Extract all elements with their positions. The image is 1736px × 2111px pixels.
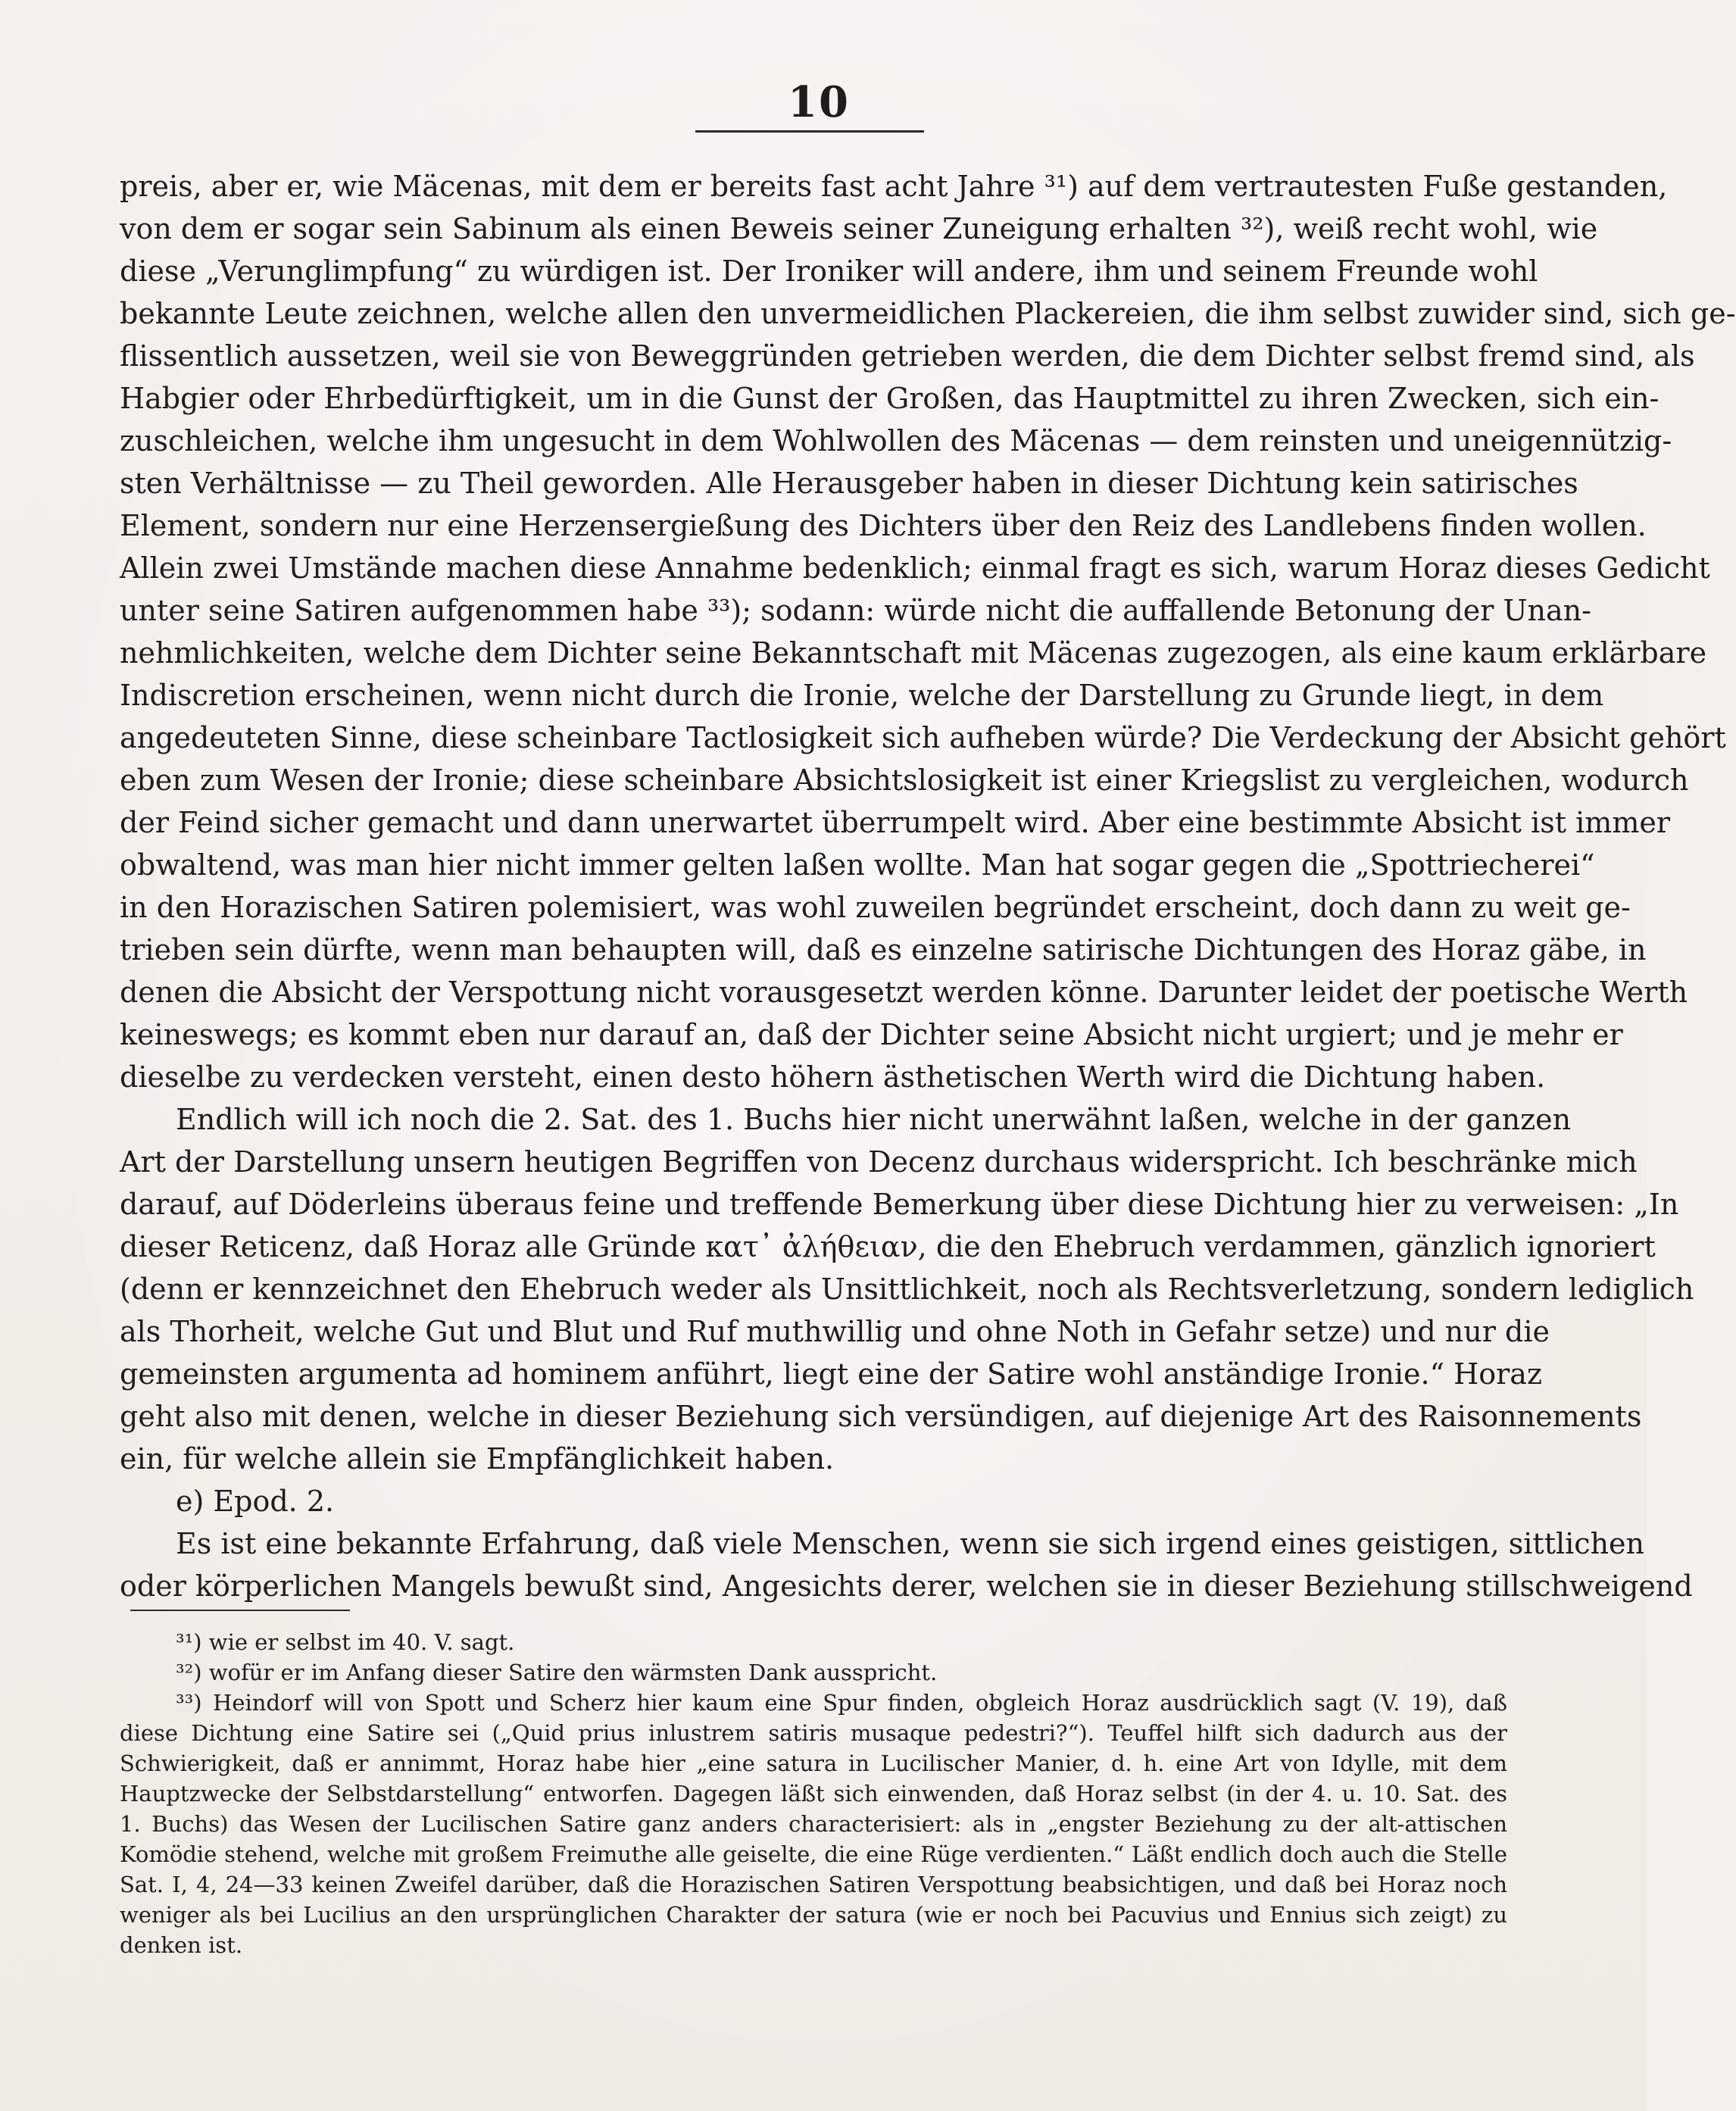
text-line: ein, für welche allein sie Empfänglichkeit haben. bbox=[120, 1442, 835, 1476]
text-line: flissentlich aussetzen, weil sie von Beweggründen getrieben werden, die dem Dichter selbst fremd sind, als bbox=[120, 339, 1695, 373]
page-number: 10 bbox=[788, 77, 850, 127]
footnote-line: 1. Buchs) das Wesen der Lucilischen Satire ganz anders characterisiert: als in „engster Beziehung zu der alt-attischen bbox=[120, 1811, 1507, 1837]
text-line: dieselbe zu verdecken versteht, einen desto höhern ästhetischen Werth wird die Dichtung haben. bbox=[120, 1060, 1546, 1094]
footnote-line: denken ist. bbox=[120, 1932, 243, 1958]
footnote-33: ³³) Heindorf will von Spott und Scherz hier kaum eine Spur finden, obgleich Horaz ausdrücklich sagt (V. 19), daß bbox=[176, 1690, 1507, 1716]
body-text bbox=[120, 165, 1736, 1607]
footnote-line: Sat. I, 4, 24—33 keinen Zweifel darüber, daß die Horazischen Satiren Verspottung beabsichtigen, und daß bei Horaz noch bbox=[120, 1872, 1507, 1897]
text-line: Art der Darstellung unsern heutigen Begriffen von Decenz durchaus widerspricht. Ich beschränke mich bbox=[120, 1145, 1638, 1179]
footnote-line: diese Dichtung eine Satire sei („Quid prius inlustrem satiris musaque pedestri?“). Teuffel hilft sich dadurch aus der bbox=[120, 1720, 1507, 1746]
text-line: nehmlichkeiten, welche dem Dichter seine Bekanntschaft mit Mäcenas zugezogen, als eine kaum erklärbare bbox=[120, 636, 1707, 670]
text-line: in den Horazischen Satiren polemisiert, was wohl zuweilen begründet erscheint, doch dann zu weit ge- bbox=[120, 891, 1631, 924]
section-heading: e) Epod. 2. bbox=[176, 1485, 335, 1518]
footnote-line: Schwierigkeit, daß er annimmt, Horaz habe hier „eine satura in Lucilischer Manier, d. h. eine Art von Idylle, mit dem bbox=[120, 1750, 1507, 1776]
text-line: obwaltend, was man hier nicht immer gelten laßen wollte. Man hat sogar gegen die „Spottriecherei“ bbox=[120, 848, 1595, 882]
footnote-32: ³²) wofür er im Anfang dieser Satire den wärmsten Dank ausspricht. bbox=[176, 1660, 938, 1685]
text-line: diese „Verunglimpfung“ zu würdigen ist. Der Ironiker will andere, ihm und seinem Freunde wohl bbox=[120, 255, 1538, 288]
text-line: denen die Absicht der Verspottung nicht vorausgesetzt werden könne. Darunter leidet der poetische Werth bbox=[120, 976, 1688, 1009]
text-line: Indiscretion erscheinen, wenn nicht durch die Ironie, welche der Darstellung zu Grunde liegt, in dem bbox=[120, 679, 1604, 712]
footnote-line: Komödie stehend, welche mit großem Freimuthe alle geiselte, die eine Rüge verdienten.“ Läßt endlich doch auch die Stelle bbox=[120, 1841, 1507, 1867]
text-line: sten Verhältnisse — zu Theil geworden. Alle Herausgeber haben in dieser Dichtung kein satirisches bbox=[120, 467, 1578, 500]
text-line: von dem er sogar sein Sabinum als einen Beweis seiner Zuneigung erhalten ³²), weiß recht wohl, wie bbox=[120, 212, 1598, 245]
text-line: geht also mit denen, welche in dieser Beziehung sich versündigen, auf diejenige Art des Raisonnements bbox=[120, 1400, 1642, 1433]
text-line: der Feind sicher gemacht und dann unerwartet überrumpelt wird. Aber eine bestimmte Absicht ist immer bbox=[120, 806, 1671, 839]
text-line: Es ist eine bekannte Erfahrung, daß viele Menschen, wenn sie sich irgend eines geistigen, sittlichen bbox=[176, 1527, 1645, 1560]
footnote-31: ³¹) wie er selbst im 40. V. sagt. bbox=[176, 1629, 515, 1655]
text-line: Endlich will ich noch die 2. Sat. des 1. Buchs hier nicht unerwähnt laßen, welche in der ganzen bbox=[176, 1103, 1572, 1136]
text-line: preis, aber er, wie Mäcenas, mit dem er bereits fast acht Jahre ³¹) auf dem vertrautesten Fuße gestanden, bbox=[120, 170, 1668, 203]
text-line: gemeinsten argumenta ad hominem anführt, liegt eine der Satire wohl anständige Ironie.“ Horaz bbox=[120, 1357, 1542, 1391]
text-line: angedeuteten Sinne, diese scheinbare Tactlosigkeit sich aufheben würde? Die Verdeckung der Absicht gehört bbox=[120, 721, 1726, 754]
text-line: (denn er kennzeichnet den Ehebruch weder als Unsittlichkeit, noch als Rechtsverletzung, sondern lediglich bbox=[120, 1273, 1694, 1306]
text-line: als Thorheit, welche Gut und Blut und Ruf muthwillig und ohne Noth in Gefahr setze) und nur die bbox=[120, 1315, 1550, 1348]
text-line: zuschleichen, welche ihm ungesucht in dem Wohlwollen des Mäcenas — dem reinsten und uneigennützig- bbox=[120, 424, 1672, 457]
header-rule bbox=[695, 130, 924, 133]
text-line: darauf, auf Döderleins überaus feine und treffende Bemerkung über diese Dichtung hier zu verweisen: „In bbox=[120, 1188, 1679, 1221]
footnote-line: Hauptzwecke der Selbstdarstellung“ entworfen. Dagegen läßt sich einwenden, daß Horaz selbst (in der 4. u. 10. Sat. des bbox=[120, 1781, 1507, 1807]
footnotes bbox=[120, 1627, 1507, 1960]
text-line: unter seine Satiren aufgenommen habe ³³); sodann: würde nicht die auffallende Betonung der Unan- bbox=[120, 594, 1591, 627]
text-line: trieben sein dürfte, wenn man behaupten will, daß es einzelne satirische Dichtungen des Horaz gäbe, in bbox=[120, 933, 1647, 967]
text-line: Element, sondern nur eine Herzensergießung des Dichters über den Reiz des Landlebens finden wollen. bbox=[120, 509, 1647, 542]
text-line: dieser Reticenz, daß Horaz alle Gründe κατ᾽ ἀλήθειαν, die den Ehebruch verdammen, gänzlich ignoriert bbox=[120, 1230, 1656, 1263]
text-line: keineswegs; es kommt eben nur darauf an, daß der Dichter seine Absicht nicht urgiert; und je mehr er bbox=[120, 1018, 1623, 1051]
text-line: eben zum Wesen der Ironie; diese scheinbare Absichtslosigkeit ist einer Kriegslist zu vergleichen, wodurch bbox=[120, 764, 1689, 797]
text-line: Allein zwei Umstände machen diese Annahme bedenklich; einmal fragt es sich, warum Horaz dieses Gedicht bbox=[120, 551, 1710, 585]
text-line: Habgier oder Ehrbedürftigkeit, um in die Gunst der Großen, das Hauptmittel zu ihren Zwecken, sich ein- bbox=[120, 382, 1660, 415]
text-line: bekannte Leute zeichnen, welche allen den unvermeidlichen Plackereien, die ihm selbst zuwider sind, sich ge- bbox=[120, 297, 1736, 330]
text-line: oder körperlichen Mangels bewußt sind, Angesichts derer, welchen sie in dieser Beziehung stillschweigend bbox=[120, 1569, 1693, 1603]
footnote-rule bbox=[130, 1610, 350, 1611]
footnote-line: weniger als bei Lucilius an den ursprünglichen Charakter der satura (wie er noch bei Pacuvius und Ennius sich zeigt) zu bbox=[120, 1902, 1507, 1928]
